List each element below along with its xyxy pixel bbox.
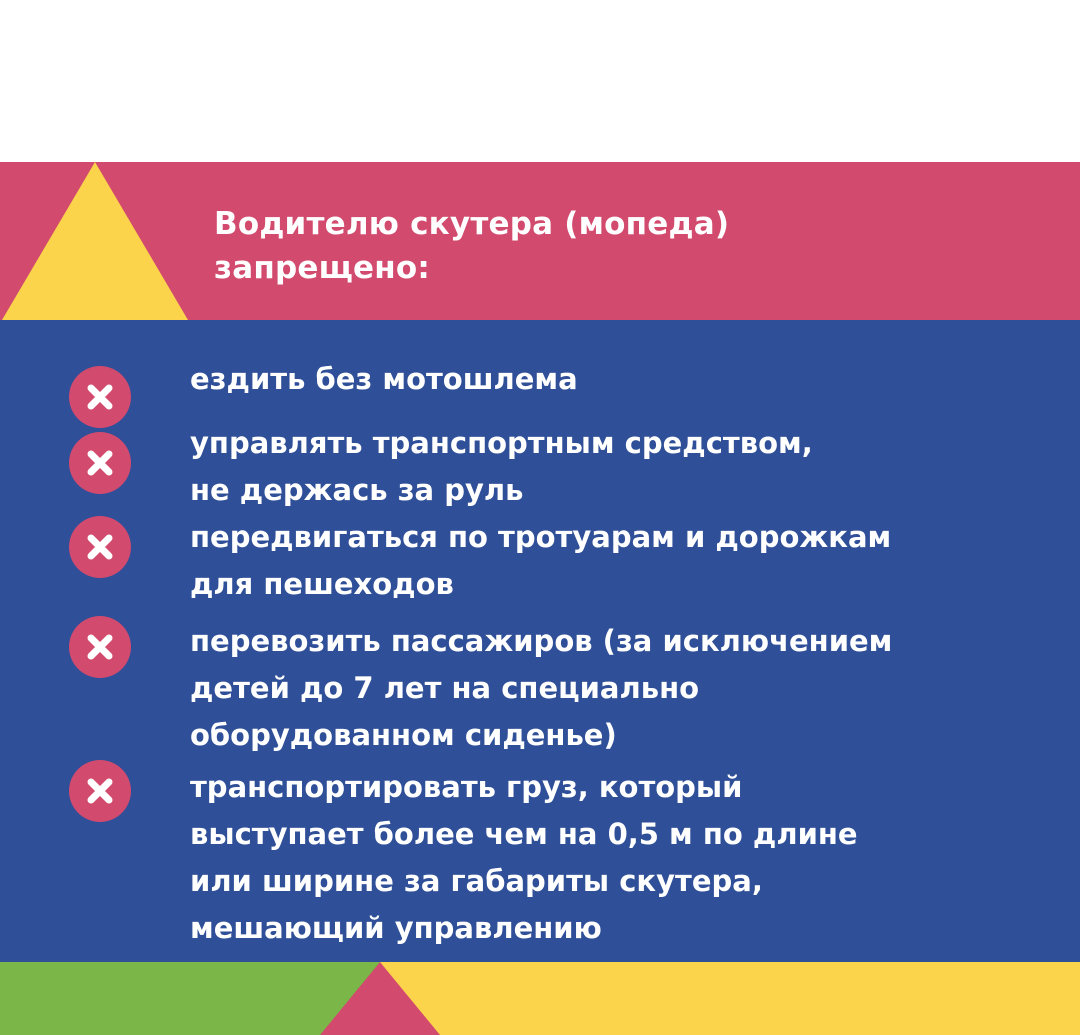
x-icon — [69, 616, 131, 678]
footer-decoration — [0, 962, 1080, 1035]
x-icon — [69, 516, 131, 578]
header-banner — [0, 162, 1080, 320]
rule-text: управлять транспортным средством, не держась за руль — [190, 426, 813, 507]
x-icon — [69, 760, 131, 822]
rule-text: транспортировать груз, который выступает более чем на 0,5 м по длине или ширине за габариты скутера, мешающий управлению — [190, 770, 858, 945]
rule-text: ездить без мотошлема — [190, 362, 578, 396]
x-icon — [69, 432, 131, 494]
footer-shapes — [0, 962, 1080, 1035]
rule-text: перевозить пассажиров (за исключением детей до 7 лет на специально оборудованном сиденье) — [190, 624, 893, 752]
yellow-triangle-decoration — [0, 162, 200, 320]
rule-text: передвигаться по тротуарам и дорожкам для пешеходов — [190, 520, 892, 601]
page-title: Водителю скутера (мопеда) запрещено: — [214, 206, 730, 286]
x-icon — [69, 366, 131, 428]
top-blank-area — [0, 0, 1080, 162]
rules-panel — [0, 320, 1080, 962]
